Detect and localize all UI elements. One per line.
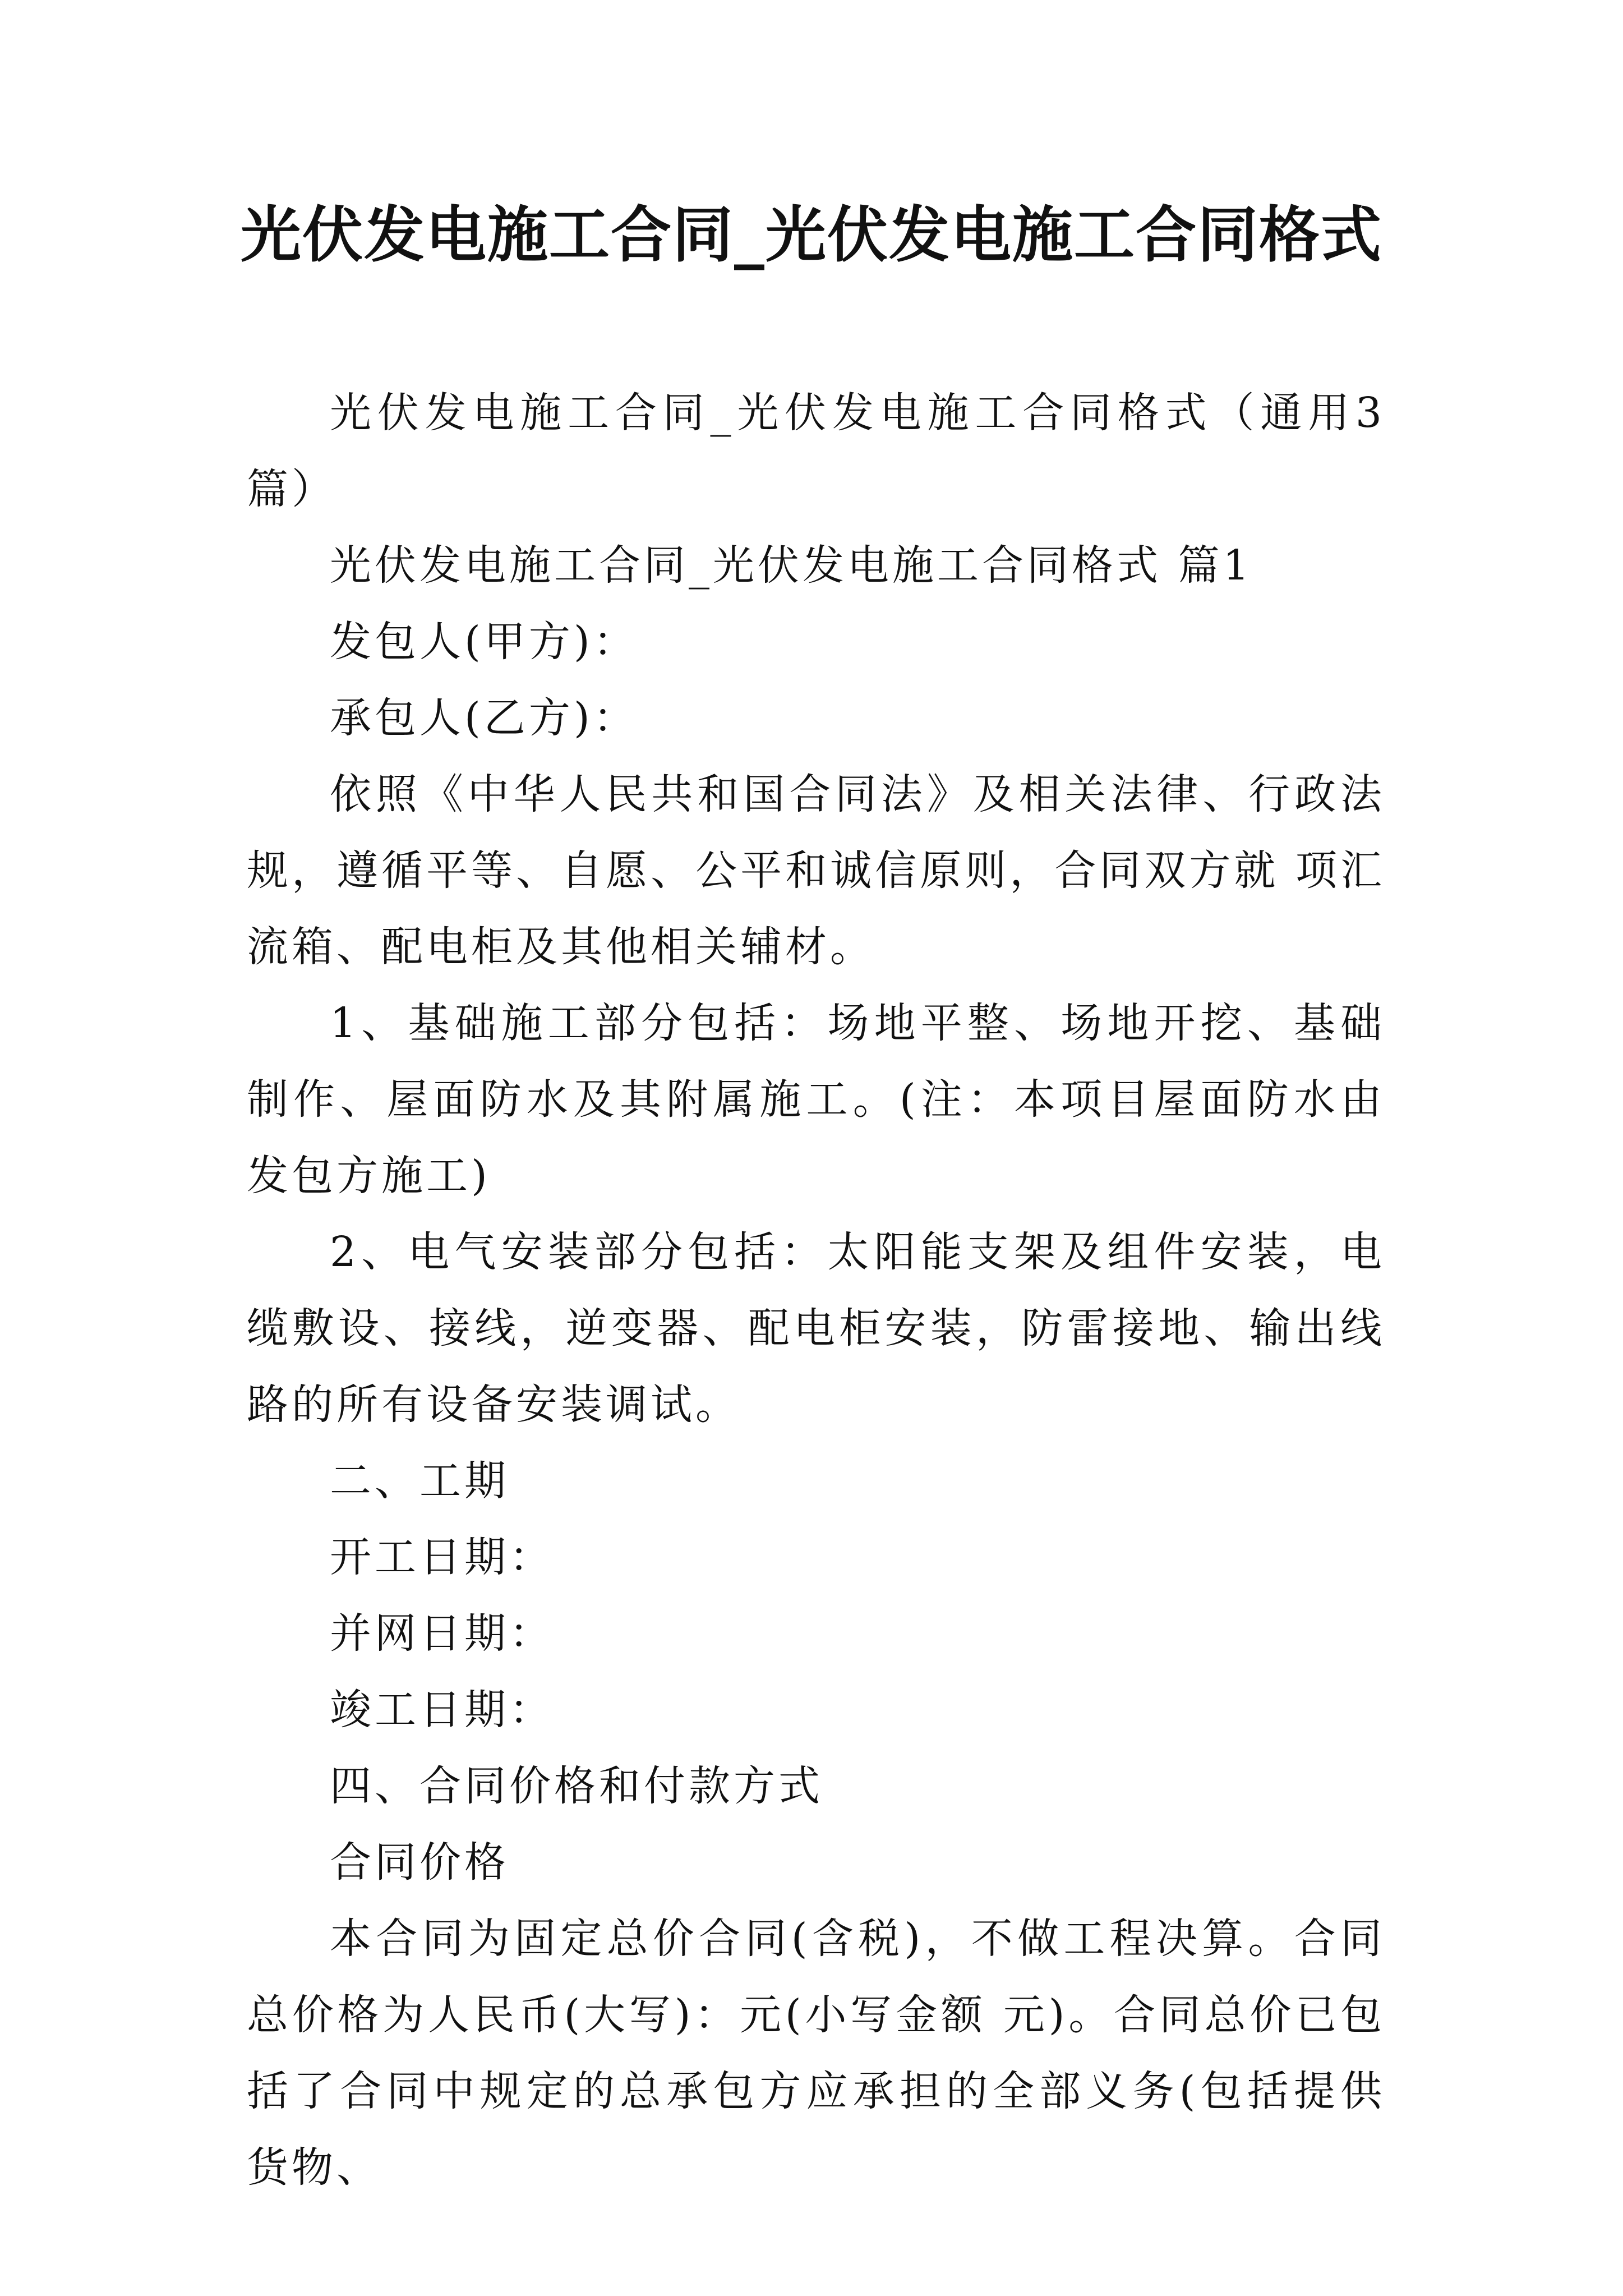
paragraph-electrical-scope: 2、电气安装部分包括：太阳能支架及组件安装，电缆敷设、接线，逆变器、配电柜安装，防雷接地、输出线路的所有设备安装调试。 [247,1228,1385,1429]
paragraph-price-body: 本合同为固定总价合同(含税)，不做工程决算。合同总价格为人民币(大写)：元(小写金额 元)。合同总价已包括了合同中规定的总承包方应承担的全部义务(包括提供货物、 [247,1915,1385,2192]
document-body [247,375,1385,2206]
paragraph-price-subheading: 合同价格 [330,1838,509,1887]
paragraph-party-b: 承包人(乙方)： [330,694,638,742]
paragraph-preamble: 依照《中华人民共和国合同法》及相关法律、行政法规，遵循平等、自愿、公平和诚信原则，合同双方就 项汇流箱、配电柜及其他相关辅材。 [247,770,1385,971]
paragraph-grid-date: 并网日期： [330,1609,554,1658]
paragraph-party-a: 发包人(甲方)： [330,618,638,666]
paragraph-subtitle: 光伏发电施工合同_光伏发电施工合同格式（通用3篇） [247,389,1385,513]
document-title: 光伏发电施工合同_光伏发电施工合同格式 [240,200,1382,270]
paragraph-completion-date: 竣工日期： [330,1686,554,1734]
paragraph-start-date: 开工日期： [330,1533,554,1581]
paragraph-price-heading: 四、合同价格和付款方式 [330,1762,823,1810]
paragraph-foundation-scope: 1、基础施工部分包括：场地平整、场地开挖、基础制作、屋面防水及其附属施工。(注：本项目屋面防水由发包方施工) [247,999,1385,1200]
paragraph-section-heading: 光伏发电施工合同_光伏发电施工合同格式 篇1 [330,541,1253,590]
paragraph-schedule-heading: 二、工期 [330,1457,509,1505]
